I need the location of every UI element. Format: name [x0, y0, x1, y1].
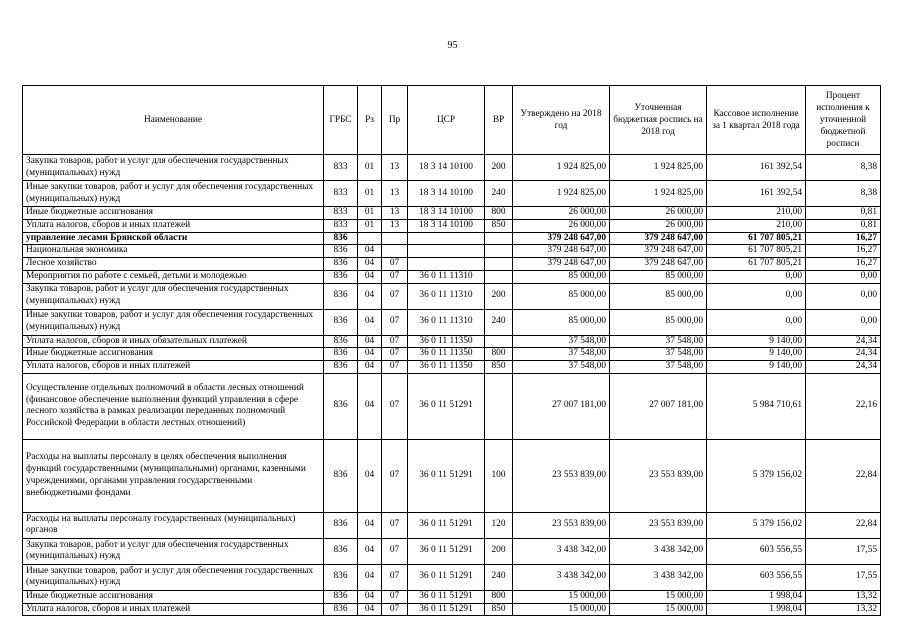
cell-grbs: 833 — [324, 207, 358, 220]
cell-pr: 07 — [382, 512, 408, 538]
table-row — [23, 155, 881, 181]
col-header-cash: Кассовое исполнение за 1 квартал 2018 года — [707, 86, 806, 155]
cell-pr: 07 — [382, 564, 408, 590]
cell-refined: 379 248 647,00 — [610, 232, 707, 245]
cell-name: Иные бюджетные ассигнования — [23, 590, 324, 603]
cell-grbs: 833 — [324, 219, 358, 232]
cell-vr — [485, 258, 513, 271]
cell-percent: 13,32 — [806, 603, 881, 616]
cell-pr: 07 — [382, 373, 408, 439]
cell-csr: 36 0 11 11310 — [408, 270, 485, 283]
cell-cash: 161 392,54 — [707, 181, 806, 207]
cell-percent: 22,84 — [806, 439, 881, 512]
cell-approved: 26 000,00 — [513, 219, 610, 232]
cell-name: Иные бюджетные ассигнования — [23, 348, 324, 361]
table-row — [23, 348, 881, 361]
cell-pr — [382, 245, 408, 258]
cell-vr: 120 — [485, 512, 513, 538]
cell-pr: 13 — [382, 219, 408, 232]
cell-approved: 15 000,00 — [513, 590, 610, 603]
cell-rz: 01 — [358, 219, 382, 232]
cell-grbs: 836 — [324, 538, 358, 564]
cell-grbs: 836 — [324, 361, 358, 374]
cell-vr: 240 — [485, 564, 513, 590]
cell-refined: 15 000,00 — [610, 590, 707, 603]
col-header-vr: ВР — [485, 86, 513, 155]
cell-csr: 18 3 14 10100 — [408, 207, 485, 220]
cell-percent: 22,16 — [806, 373, 881, 439]
cell-vr: 800 — [485, 207, 513, 220]
cell-percent: 24,34 — [806, 348, 881, 361]
cell-percent: 0,81 — [806, 207, 881, 220]
cell-grbs: 836 — [324, 439, 358, 512]
cell-rz: 04 — [358, 439, 382, 512]
cell-vr: 850 — [485, 361, 513, 374]
cell-grbs: 836 — [324, 564, 358, 590]
cell-csr: 36 0 11 51291 — [408, 590, 485, 603]
cell-percent: 24,34 — [806, 335, 881, 348]
cell-csr — [408, 232, 485, 245]
cell-name: Закупка товаров, работ и услуг для обеспечения государственных (муниципальных) нужд — [23, 155, 324, 181]
cell-approved: 379 248 647,00 — [513, 232, 610, 245]
cell-csr: 36 0 11 11350 — [408, 361, 485, 374]
cell-name: управление лесами Брянской области — [23, 232, 324, 245]
table-row — [23, 361, 881, 374]
table-row — [23, 564, 881, 590]
cell-grbs: 836 — [324, 232, 358, 245]
cell-percent: 24,34 — [806, 361, 881, 374]
cell-grbs: 836 — [324, 270, 358, 283]
cell-csr — [408, 245, 485, 258]
table-row — [23, 373, 881, 439]
cell-percent: 13,32 — [806, 590, 881, 603]
cell-approved: 37 548,00 — [513, 348, 610, 361]
cell-cash: 61 707 805,21 — [707, 232, 806, 245]
cell-pr: 07 — [382, 538, 408, 564]
table-row — [23, 270, 881, 283]
cell-grbs: 836 — [324, 283, 358, 309]
cell-grbs: 836 — [324, 245, 358, 258]
cell-grbs: 836 — [324, 309, 358, 335]
cell-csr: 18 3 14 10100 — [408, 181, 485, 207]
cell-cash: 5 379 156,02 — [707, 512, 806, 538]
cell-pr: 07 — [382, 439, 408, 512]
cell-cash: 0,00 — [707, 309, 806, 335]
cell-approved: 85 000,00 — [513, 283, 610, 309]
cell-rz: 04 — [358, 603, 382, 616]
cell-approved: 23 553 839,00 — [513, 439, 610, 512]
cell-name: Лесное хозяйство — [23, 258, 324, 271]
cell-rz: 04 — [358, 335, 382, 348]
cell-name: Мероприятия по работе с семьей, детьми и молодежью — [23, 270, 324, 283]
table-row — [23, 245, 881, 258]
table-row — [23, 538, 881, 564]
cell-csr: 36 0 11 51291 — [408, 603, 485, 616]
cell-cash: 210,00 — [707, 207, 806, 220]
cell-grbs: 833 — [324, 155, 358, 181]
page-number: 95 — [447, 40, 458, 51]
cell-percent: 0,00 — [806, 283, 881, 309]
cell-approved: 3 438 342,00 — [513, 564, 610, 590]
cell-grbs: 836 — [324, 590, 358, 603]
cell-csr: 36 0 11 51291 — [408, 512, 485, 538]
cell-grbs: 836 — [324, 258, 358, 271]
cell-approved: 27 007 181,00 — [513, 373, 610, 439]
cell-approved: 85 000,00 — [513, 309, 610, 335]
cell-grbs: 833 — [324, 181, 358, 207]
cell-name: Осуществление отдельных полномочий в области лесных отношений (финансовое обеспечение выполнения функций управления в сфере лесного хозяйства в рамках реализации переданных полномочий Российской Федерации в области лестных отношений) — [23, 373, 324, 439]
cell-pr: 07 — [382, 590, 408, 603]
cell-percent: 17,55 — [806, 564, 881, 590]
cell-pr: 07 — [382, 283, 408, 309]
cell-grbs: 836 — [324, 603, 358, 616]
cell-approved: 37 548,00 — [513, 361, 610, 374]
cell-csr: 18 3 14 10100 — [408, 155, 485, 181]
cell-refined: 37 548,00 — [610, 348, 707, 361]
cell-rz — [358, 232, 382, 245]
cell-rz: 04 — [358, 512, 382, 538]
cell-rz: 04 — [358, 361, 382, 374]
cell-pr: 07 — [382, 309, 408, 335]
cell-approved: 85 000,00 — [513, 270, 610, 283]
table-row — [23, 181, 881, 207]
cell-approved: 1 924 825,00 — [513, 155, 610, 181]
cell-approved: 37 548,00 — [513, 335, 610, 348]
cell-name: Национальная экономика — [23, 245, 324, 258]
col-header-pr: Пр — [382, 86, 408, 155]
cell-percent: 8,38 — [806, 155, 881, 181]
cell-grbs: 836 — [324, 373, 358, 439]
cell-name: Расходы на выплаты персоналу государственных (муниципальных) органов — [23, 512, 324, 538]
cell-refined: 27 007 181,00 — [610, 373, 707, 439]
cell-refined: 1 924 825,00 — [610, 181, 707, 207]
cell-pr: 13 — [382, 181, 408, 207]
cell-percent: 16,27 — [806, 232, 881, 245]
cell-pr — [382, 232, 408, 245]
cell-percent: 0,00 — [806, 309, 881, 335]
budget-execution-table — [22, 85, 881, 616]
cell-cash: 9 140,00 — [707, 361, 806, 374]
cell-pr: 13 — [382, 207, 408, 220]
cell-rz: 04 — [358, 258, 382, 271]
table-header — [23, 86, 881, 155]
cell-percent: 16,27 — [806, 258, 881, 271]
table-row — [23, 283, 881, 309]
table-row — [23, 335, 881, 348]
cell-pr: 07 — [382, 603, 408, 616]
cell-rz: 04 — [358, 283, 382, 309]
col-header-grbs: ГРБС — [324, 86, 358, 155]
cell-vr: 240 — [485, 309, 513, 335]
cell-refined: 3 438 342,00 — [610, 564, 707, 590]
cell-refined: 37 548,00 — [610, 335, 707, 348]
cell-vr: 850 — [485, 603, 513, 616]
col-header-rz: Рз — [358, 86, 382, 155]
col-header-name: Наименование — [23, 86, 324, 155]
cell-name: Уплата налогов, сборов и иных платежей — [23, 603, 324, 616]
cell-vr: 850 — [485, 219, 513, 232]
cell-name: Иные закупки товаров, работ и услуг для обеспечения государственных (муниципальных) нужд — [23, 564, 324, 590]
cell-cash: 1 998,04 — [707, 603, 806, 616]
cell-name: Закупка товаров, работ и услуг для обеспечения государственных (муниципальных) нужд — [23, 283, 324, 309]
cell-csr: 18 3 14 10100 — [408, 219, 485, 232]
cell-cash: 5 984 710,61 — [707, 373, 806, 439]
table-row — [23, 590, 881, 603]
cell-refined: 85 000,00 — [610, 309, 707, 335]
cell-approved: 23 553 839,00 — [513, 512, 610, 538]
cell-cash: 603 556,55 — [707, 564, 806, 590]
cell-vr — [485, 245, 513, 258]
cell-refined: 1 924 825,00 — [610, 155, 707, 181]
table-row — [23, 603, 881, 616]
cell-percent: 17,55 — [806, 538, 881, 564]
cell-refined: 23 553 839,00 — [610, 512, 707, 538]
cell-cash: 5 379 156,02 — [707, 439, 806, 512]
cell-approved: 379 248 647,00 — [513, 245, 610, 258]
cell-cash: 161 392,54 — [707, 155, 806, 181]
col-header-percent: Процент исполнения к уточненной бюджетной росписи — [806, 86, 881, 155]
cell-cash: 61 707 805,21 — [707, 258, 806, 271]
cell-pr: 07 — [382, 348, 408, 361]
cell-refined: 15 000,00 — [610, 603, 707, 616]
table-row — [23, 258, 881, 271]
cell-csr: 36 0 11 11310 — [408, 309, 485, 335]
cell-refined: 26 000,00 — [610, 207, 707, 220]
cell-vr — [485, 232, 513, 245]
table-row — [23, 512, 881, 538]
cell-refined: 85 000,00 — [610, 270, 707, 283]
cell-vr — [485, 335, 513, 348]
cell-name: Иные бюджетные ассигнования — [23, 207, 324, 220]
cell-rz: 01 — [358, 181, 382, 207]
cell-rz: 04 — [358, 538, 382, 564]
cell-name: Уплата налогов, сборов и иных платежей — [23, 361, 324, 374]
cell-refined: 379 248 647,00 — [610, 245, 707, 258]
cell-csr — [408, 258, 485, 271]
cell-pr: 07 — [382, 361, 408, 374]
cell-csr: 36 0 11 51291 — [408, 564, 485, 590]
cell-cash: 9 140,00 — [707, 335, 806, 348]
col-header-refined: Уточненная бюджетная роспись на 2018 год — [610, 86, 707, 155]
col-header-approved: Утверждено на 2018 год — [513, 86, 610, 155]
cell-refined: 37 548,00 — [610, 361, 707, 374]
cell-rz: 04 — [358, 270, 382, 283]
cell-rz: 04 — [358, 309, 382, 335]
cell-grbs: 836 — [324, 512, 358, 538]
table-row — [23, 219, 881, 232]
cell-vr: 800 — [485, 348, 513, 361]
cell-refined: 26 000,00 — [610, 219, 707, 232]
cell-vr: 200 — [485, 538, 513, 564]
cell-vr: 800 — [485, 590, 513, 603]
cell-pr: 07 — [382, 270, 408, 283]
cell-approved: 379 248 647,00 — [513, 258, 610, 271]
cell-percent: 8,38 — [806, 181, 881, 207]
cell-grbs: 836 — [324, 335, 358, 348]
cell-pr: 07 — [382, 258, 408, 271]
cell-cash: 0,00 — [707, 270, 806, 283]
cell-vr: 100 — [485, 439, 513, 512]
cell-name: Расходы на выплаты персоналу в целях обеспечения выполнения функций государственными (муниципальными) органами, казенными учреждениями, органами управления государственными внебюджетными фондами — [23, 439, 324, 512]
cell-rz: 01 — [358, 207, 382, 220]
cell-rz: 04 — [358, 348, 382, 361]
cell-cash: 0,00 — [707, 283, 806, 309]
cell-csr: 36 0 11 51291 — [408, 373, 485, 439]
table-row — [23, 309, 881, 335]
cell-pr: 13 — [382, 155, 408, 181]
cell-csr: 36 0 11 11350 — [408, 348, 485, 361]
cell-csr: 36 0 11 11310 — [408, 283, 485, 309]
cell-cash: 210,00 — [707, 219, 806, 232]
cell-approved: 15 000,00 — [513, 603, 610, 616]
cell-cash: 61 707 805,21 — [707, 245, 806, 258]
cell-vr: 240 — [485, 181, 513, 207]
cell-refined: 23 553 839,00 — [610, 439, 707, 512]
table-body — [23, 155, 881, 616]
cell-refined: 3 438 342,00 — [610, 538, 707, 564]
cell-rz: 01 — [358, 155, 382, 181]
cell-vr: 200 — [485, 155, 513, 181]
cell-grbs: 836 — [324, 348, 358, 361]
table-row — [23, 439, 881, 512]
cell-vr: 200 — [485, 283, 513, 309]
cell-name: Закупка товаров, работ и услуг для обеспечения государственных (муниципальных) нужд — [23, 538, 324, 564]
cell-pr: 07 — [382, 335, 408, 348]
cell-rz: 04 — [358, 590, 382, 603]
cell-name: Уплата налогов, сборов и иных платежей — [23, 219, 324, 232]
cell-csr: 36 0 11 11350 — [408, 335, 485, 348]
cell-cash: 9 140,00 — [707, 348, 806, 361]
cell-percent: 0,00 — [806, 270, 881, 283]
cell-csr: 36 0 11 51291 — [408, 439, 485, 512]
cell-name: Иные закупки товаров, работ и услуг для обеспечения государственных (муниципальных) нужд — [23, 309, 324, 335]
cell-csr: 36 0 11 51291 — [408, 538, 485, 564]
cell-name: Иные закупки товаров, работ и услуг для обеспечения государственных (муниципальных) нужд — [23, 181, 324, 207]
cell-approved: 3 438 342,00 — [513, 538, 610, 564]
cell-cash: 1 998,04 — [707, 590, 806, 603]
cell-vr — [485, 270, 513, 283]
col-header-csr: ЦСР — [408, 86, 485, 155]
cell-rz: 04 — [358, 564, 382, 590]
cell-approved: 26 000,00 — [513, 207, 610, 220]
cell-refined: 379 248 647,00 — [610, 258, 707, 271]
table-row — [23, 207, 881, 220]
cell-refined: 85 000,00 — [610, 283, 707, 309]
cell-approved: 1 924 825,00 — [513, 181, 610, 207]
cell-percent: 16,27 — [806, 245, 881, 258]
cell-percent: 0,81 — [806, 219, 881, 232]
cell-vr — [485, 373, 513, 439]
cell-percent: 22,84 — [806, 512, 881, 538]
table-row — [23, 232, 881, 245]
cell-name: Уплата налогов, сборов и иных обязательных платежей — [23, 335, 324, 348]
cell-rz: 04 — [358, 373, 382, 439]
cell-rz: 04 — [358, 245, 382, 258]
cell-cash: 603 556,55 — [707, 538, 806, 564]
